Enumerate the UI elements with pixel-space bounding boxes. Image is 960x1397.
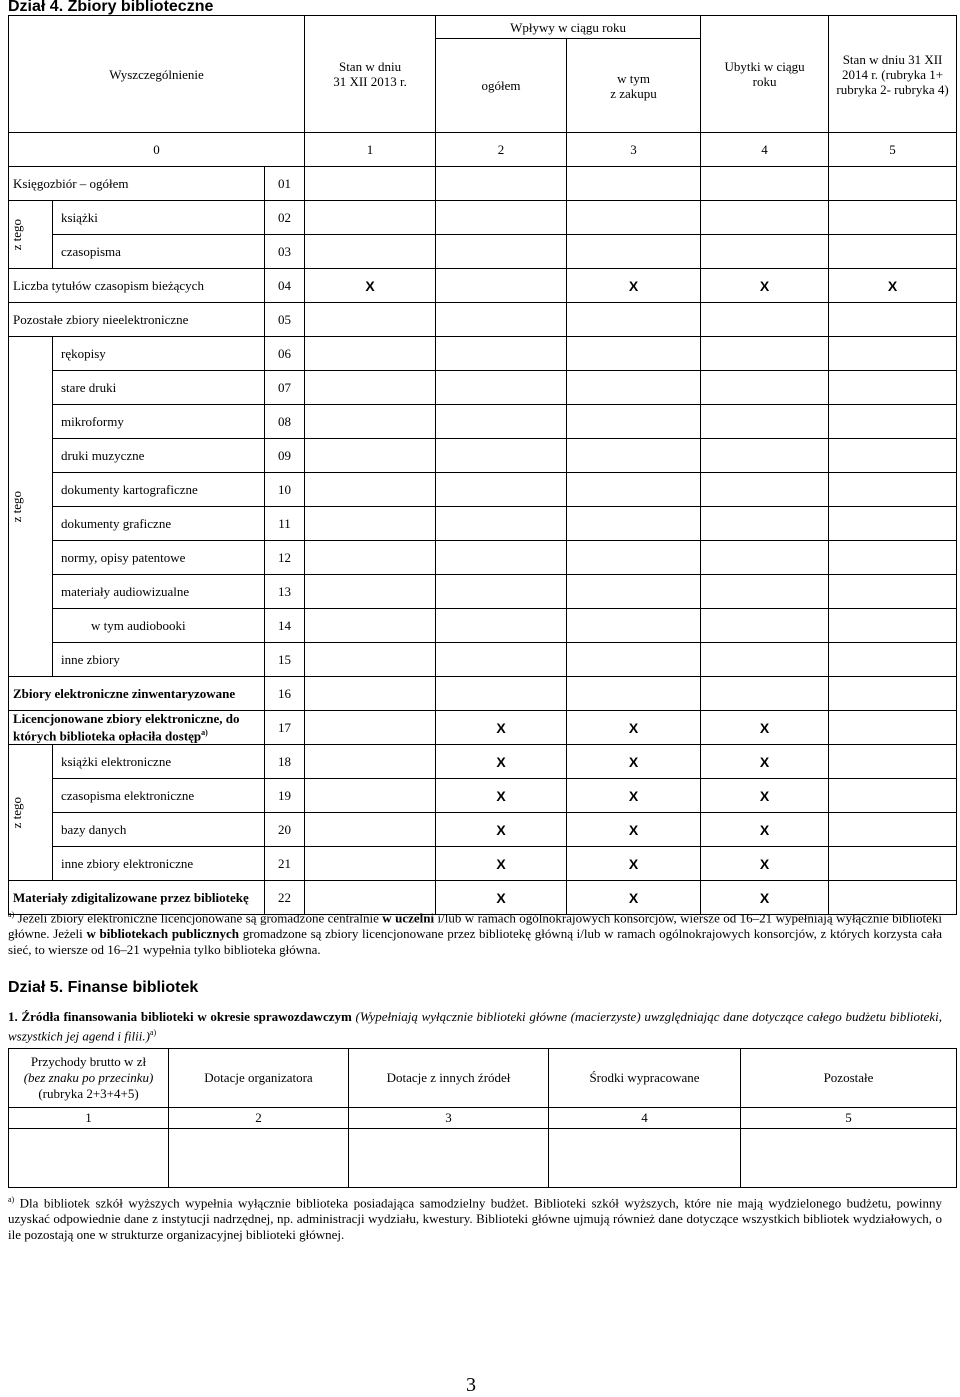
input-cell[interactable] xyxy=(305,167,436,201)
input-cell[interactable] xyxy=(436,507,567,541)
row-code: 18 xyxy=(265,745,305,779)
table-row xyxy=(9,575,957,609)
input-cell[interactable] xyxy=(829,201,957,235)
row-code: 11 xyxy=(265,507,305,541)
input-cell[interactable] xyxy=(305,745,436,779)
input-cell[interactable] xyxy=(305,847,436,881)
row-label: Pozostałe zbiory nieelektroniczne xyxy=(9,303,265,337)
x-mark: X xyxy=(701,779,829,813)
table-row xyxy=(9,847,957,881)
row-code: 15 xyxy=(265,643,305,677)
header-stan-2013: Stan w dniu 31 XII 2013 r. xyxy=(305,16,436,133)
header-wplywy: Wpływy w ciągu roku xyxy=(436,16,701,39)
table-row xyxy=(9,201,957,235)
x-mark: X xyxy=(829,269,957,303)
section5-footnote: $^{a)}$ Dla bibliotek szkół wyższych wypełnia wyłącznie biblioteka posiadająca samodzielny budżet. Biblioteki szkół wyższych, które nie mają wydzielonego budżetu, powinny uzyskać odpowiednie dane z instytucji nadrzędnej, np. administracji wydziału, kwestury. Biblioteki główne ujmują również dane dotyczące wszystkich bibliotek wydziałowych, o ile pozostają one w strukturze organizacyjnej biblioteki głównej. xyxy=(8,1195,943,1243)
colnum-0: 0 xyxy=(9,133,305,167)
colnum-2: 2 xyxy=(436,133,567,167)
input-cell[interactable] xyxy=(436,541,567,575)
x-mark: X xyxy=(701,847,829,881)
input-cell[interactable] xyxy=(436,439,567,473)
row-code: 03 xyxy=(265,235,305,269)
input-cell[interactable] xyxy=(567,507,701,541)
row-code: 14 xyxy=(265,609,305,643)
colnum-1: 1 xyxy=(305,133,436,167)
x-mark: X xyxy=(436,745,567,779)
input-cell[interactable] xyxy=(829,575,957,609)
section5-intro: 1. Źródła finansowania biblioteki w okresie sprawozdawczym (Wypełniają wyłącznie biblioteki główne (macierzyste) uwzględniając dane dotyczące całego budżetu biblioteki, wszystkich jej agend i filii.)$^{a)}$ xyxy=(8,1009,942,1044)
header-ogolem: ogółem xyxy=(436,39,567,133)
x-mark: X xyxy=(305,269,436,303)
input-cell[interactable] xyxy=(567,371,701,405)
colnum-1: 1 xyxy=(9,1108,169,1129)
footnote-mark: a) xyxy=(8,910,15,919)
input-cell[interactable] xyxy=(549,1129,741,1188)
x-mark: X xyxy=(567,847,701,881)
table-row xyxy=(9,303,957,337)
colnum-3: 3 xyxy=(349,1108,549,1129)
row-label: inne zbiory xyxy=(53,643,265,677)
input-cell[interactable] xyxy=(829,847,957,881)
input-cell[interactable] xyxy=(436,269,567,303)
input-cell[interactable] xyxy=(701,439,829,473)
input-cell[interactable] xyxy=(567,405,701,439)
x-mark: X xyxy=(567,745,701,779)
row-label: czasopisma xyxy=(53,235,265,269)
input-cell[interactable] xyxy=(169,1129,349,1188)
row-label: Zbiory elektroniczne zinwentaryzowane xyxy=(9,677,265,711)
input-cell[interactable] xyxy=(701,473,829,507)
row-label: mikroformy xyxy=(53,405,265,439)
colnum-5: 5 xyxy=(741,1108,957,1129)
page-number: 3 xyxy=(466,1374,476,1396)
row-label-cell xyxy=(9,711,265,745)
input-cell[interactable] xyxy=(436,609,567,643)
input-cell[interactable] xyxy=(436,643,567,677)
row-code: 07 xyxy=(265,371,305,405)
row-label: rękopisy xyxy=(53,337,265,371)
row-code: 16 xyxy=(265,677,305,711)
input-cell[interactable] xyxy=(567,473,701,507)
header-ubytki: Ubytki w ciągu roku xyxy=(701,16,829,133)
table-row xyxy=(9,235,957,269)
row-label: dokumenty kartograficzne xyxy=(53,473,265,507)
table-row xyxy=(9,371,957,405)
input-cell[interactable] xyxy=(305,201,436,235)
input-cell[interactable] xyxy=(701,201,829,235)
finanse-table xyxy=(8,1048,957,1188)
row-code: 01 xyxy=(265,167,305,201)
row-code: 05 xyxy=(265,303,305,337)
table-row xyxy=(9,405,957,439)
row-label: inne zbiory elektroniczne xyxy=(53,847,265,881)
x-mark: X xyxy=(436,813,567,847)
input-cell[interactable] xyxy=(829,303,957,337)
z-tego-label: z tego xyxy=(9,745,53,881)
x-mark: X xyxy=(567,269,701,303)
row-label: w tym audiobooki xyxy=(53,609,265,643)
input-cell[interactable] xyxy=(567,541,701,575)
input-cell[interactable] xyxy=(305,473,436,507)
input-cell[interactable] xyxy=(701,337,829,371)
row-label: Licencjonowane zbiory elektroniczne, do których biblioteka opłaciła dostęp xyxy=(13,710,240,744)
input-cell[interactable] xyxy=(701,235,829,269)
input-cell[interactable] xyxy=(567,609,701,643)
input-cell[interactable] xyxy=(567,439,701,473)
input-cell[interactable] xyxy=(829,677,957,711)
input-cell[interactable] xyxy=(305,507,436,541)
input-cell[interactable] xyxy=(436,575,567,609)
header-stan-2014: Stan w dniu 31 XII 2014 r. (rubryka 1+ rubryka 2- rubryka 4) xyxy=(829,16,957,133)
input-cell[interactable] xyxy=(829,235,957,269)
table-row xyxy=(9,643,957,677)
input-cell[interactable] xyxy=(305,609,436,643)
input-cell[interactable] xyxy=(436,371,567,405)
input-cell[interactable] xyxy=(701,575,829,609)
input-cell[interactable] xyxy=(829,507,957,541)
colnum-3: 3 xyxy=(567,133,701,167)
input-cell[interactable] xyxy=(829,541,957,575)
row-code: 19 xyxy=(265,779,305,813)
row-code: 02 xyxy=(265,201,305,235)
row-code: 20 xyxy=(265,813,305,847)
input-cell[interactable] xyxy=(305,439,436,473)
x-mark: X xyxy=(436,847,567,881)
input-cell[interactable] xyxy=(567,235,701,269)
row-code: 13 xyxy=(265,575,305,609)
input-cell[interactable] xyxy=(701,677,829,711)
table-row xyxy=(9,779,957,813)
input-cell[interactable] xyxy=(701,371,829,405)
x-mark: X xyxy=(701,269,829,303)
input-cell[interactable] xyxy=(567,303,701,337)
row-code: 04 xyxy=(265,269,305,303)
x-mark: X xyxy=(701,881,829,915)
row-code: 21 xyxy=(265,847,305,881)
input-cell[interactable] xyxy=(305,337,436,371)
x-mark: X xyxy=(567,711,701,745)
input-cell[interactable] xyxy=(701,541,829,575)
x-mark: X xyxy=(701,813,829,847)
row-code: 17 xyxy=(265,711,305,745)
input-cell[interactable] xyxy=(567,643,701,677)
input-cell[interactable] xyxy=(829,371,957,405)
row-code: 10 xyxy=(265,473,305,507)
table-row xyxy=(9,439,957,473)
input-cell[interactable] xyxy=(829,643,957,677)
input-cell[interactable] xyxy=(829,609,957,643)
header-pozostale: Pozostałe xyxy=(741,1049,957,1108)
input-cell[interactable] xyxy=(436,337,567,371)
input-cell[interactable] xyxy=(305,371,436,405)
input-cell[interactable] xyxy=(436,303,567,337)
x-mark: X xyxy=(567,813,701,847)
table-row xyxy=(9,813,957,847)
section5-title: Dział 5. Finanse bibliotek xyxy=(8,979,199,996)
section4-footnote: $^{a)}$ Jeżeli zbiory elektroniczne licencjonowane są gromadzone centralnie w uczelni i/lub w ramach ogólnokrajowych konsorcjów, wiersze od 16–21 wypełniają wyłącznie biblioteki główne. Jeżeli w bibliotekach publicznych gromadzone są zbiory licencjonowane przez bibliotekę główną i/lub w ramach ogólnokrajowych konsorcjów, z których korzysta cała sieć, to wiersze od 16–21 wypełnia tylko biblioteka główna. xyxy=(8,910,942,958)
row-code: 22 xyxy=(265,881,305,915)
input-cell[interactable] xyxy=(701,507,829,541)
input-cell[interactable] xyxy=(436,473,567,507)
table-row xyxy=(9,745,957,779)
x-mark: X xyxy=(701,711,829,745)
input-cell[interactable] xyxy=(829,439,957,473)
input-cell[interactable] xyxy=(829,473,957,507)
header-zakup: w tym z zakupu xyxy=(567,39,701,133)
header-dotacje-inne: Dotacje z innych źródeł xyxy=(349,1049,549,1108)
row-label: książki elektroniczne xyxy=(53,745,265,779)
row-label: czasopisma elektroniczne xyxy=(53,779,265,813)
row-label: materiały audiowizualne xyxy=(53,575,265,609)
input-cell[interactable] xyxy=(305,235,436,269)
input-cell[interactable] xyxy=(436,677,567,711)
input-cell[interactable] xyxy=(305,541,436,575)
input-cell[interactable] xyxy=(436,167,567,201)
section4-title: Dział 4. Zbiory biblioteczne xyxy=(8,0,214,15)
input-cell[interactable] xyxy=(567,677,701,711)
footnote-mark: a) xyxy=(8,1195,15,1204)
input-cell[interactable] xyxy=(701,167,829,201)
table-row xyxy=(9,473,957,507)
header-srodki-wypracowane: Środki wypracowane xyxy=(549,1049,741,1108)
table-row xyxy=(9,337,957,371)
input-cell[interactable] xyxy=(305,643,436,677)
row-label: Liczba tytułów czasopism bieżących xyxy=(9,269,265,303)
input-cell[interactable] xyxy=(829,711,957,745)
row-label: książki xyxy=(53,201,265,235)
row-label: Księgozbiór – ogółem xyxy=(9,167,265,201)
header-spec: Wyszczególnienie xyxy=(9,16,305,133)
x-mark: X xyxy=(567,779,701,813)
table-row xyxy=(9,711,957,745)
input-cell[interactable] xyxy=(436,201,567,235)
header-przychody: Przychody brutto w zł (bez znaku po przecinku) (rubryka 2+3+4+5) xyxy=(9,1049,169,1108)
input-cell[interactable] xyxy=(305,677,436,711)
input-cell[interactable] xyxy=(436,405,567,439)
colnum-5: 5 xyxy=(829,133,957,167)
input-cell[interactable] xyxy=(741,1129,957,1188)
zbiory-table xyxy=(8,15,957,915)
z-tego-label: z tego xyxy=(9,337,53,677)
input-cell[interactable] xyxy=(305,711,436,745)
z-tego-label: z tego xyxy=(9,201,53,269)
table-row xyxy=(9,167,957,201)
input-cell[interactable] xyxy=(305,405,436,439)
x-mark: X xyxy=(436,711,567,745)
row-label: stare druki xyxy=(53,371,265,405)
table-row xyxy=(9,541,957,575)
input-cell[interactable] xyxy=(567,337,701,371)
input-cell[interactable] xyxy=(567,575,701,609)
row-label: bazy danych xyxy=(53,813,265,847)
row-label: dokumenty graficzne xyxy=(53,507,265,541)
row-label: druki muzyczne xyxy=(53,439,265,473)
row-code: 09 xyxy=(265,439,305,473)
colnum-4: 4 xyxy=(701,133,829,167)
input-cell[interactable] xyxy=(829,167,957,201)
row-code: 06 xyxy=(265,337,305,371)
input-cell[interactable] xyxy=(829,779,957,813)
header-dotacje-organizatora: Dotacje organizatora xyxy=(169,1049,349,1108)
colnum-4: 4 xyxy=(549,1108,741,1129)
table-row xyxy=(9,269,957,303)
footnote-ref: a) xyxy=(201,727,208,737)
row-label: Materiały zdigitalizowane przez bibliotekę xyxy=(9,881,265,915)
input-cell[interactable] xyxy=(829,813,957,847)
table-row xyxy=(9,609,957,643)
input-cell[interactable] xyxy=(9,1129,169,1188)
input-cell[interactable] xyxy=(701,405,829,439)
colnum-2: 2 xyxy=(169,1108,349,1129)
x-mark: X xyxy=(701,745,829,779)
row-code: 12 xyxy=(265,541,305,575)
table-row xyxy=(9,507,957,541)
x-mark: X xyxy=(436,881,567,915)
row-label: normy, opisy patentowe xyxy=(53,541,265,575)
input-cell[interactable] xyxy=(305,813,436,847)
input-cell[interactable] xyxy=(829,405,957,439)
input-cell[interactable] xyxy=(701,303,829,337)
input-cell[interactable] xyxy=(567,201,701,235)
row-code: 08 xyxy=(265,405,305,439)
input-cell[interactable] xyxy=(701,609,829,643)
input-cell[interactable] xyxy=(305,303,436,337)
input-cell[interactable] xyxy=(829,337,957,371)
input-cell[interactable] xyxy=(305,575,436,609)
x-mark: X xyxy=(436,779,567,813)
input-cell[interactable] xyxy=(436,235,567,269)
table-row xyxy=(9,677,957,711)
input-cell[interactable] xyxy=(349,1129,549,1188)
input-cell[interactable] xyxy=(567,167,701,201)
x-mark: X xyxy=(567,881,701,915)
input-cell[interactable] xyxy=(701,643,829,677)
input-cell[interactable] xyxy=(829,745,957,779)
input-cell[interactable] xyxy=(305,779,436,813)
